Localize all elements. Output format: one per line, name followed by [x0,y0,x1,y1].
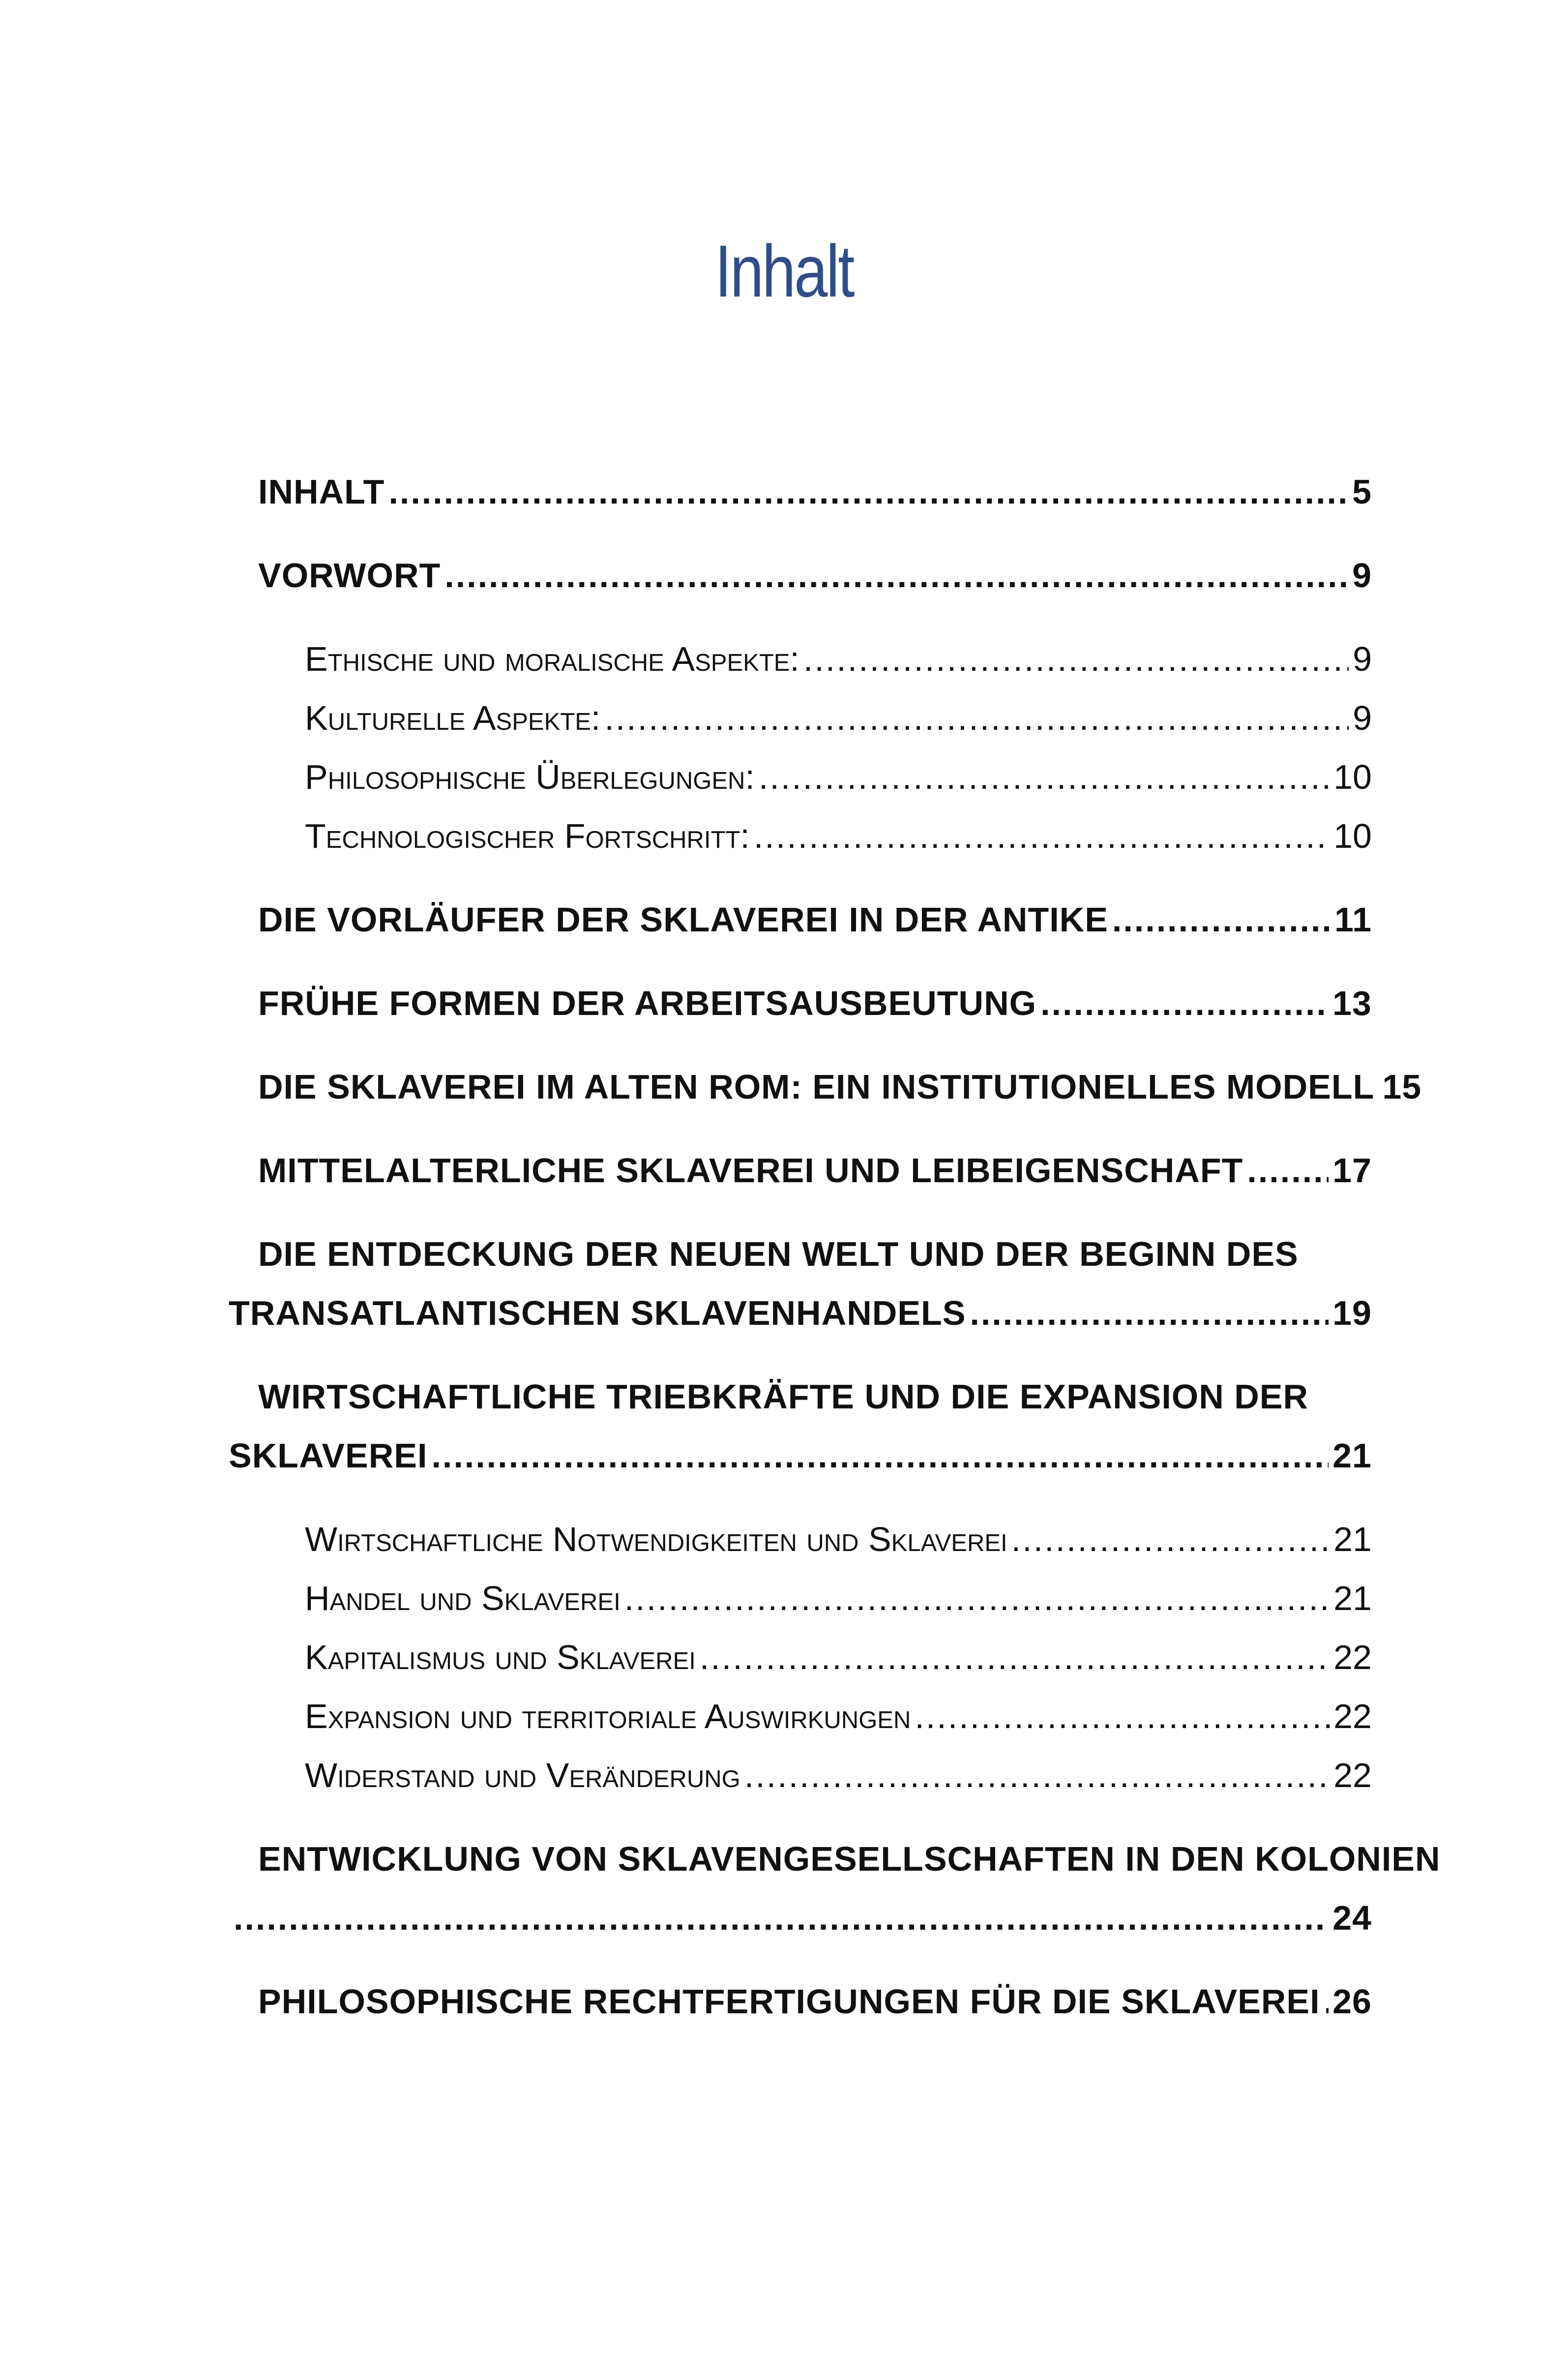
toc-page-number: 5 [1352,473,1372,511]
toc-page-number: 22 [1333,1638,1372,1676]
toc-entry-inhalt[interactable] [258,472,1372,511]
toc-page-number: 21 [1333,1520,1372,1558]
toc-entry-label: PHILOSOPHISCHE RECHTFERTIGUNGEN FÜR DIE SKLAVEREI [258,1982,1320,2021]
toc-entry-label: Handel und Sklaverei [305,1579,621,1617]
toc-leader-dots [970,1293,1329,1333]
toc-leader-dots [1011,1520,1330,1559]
toc-entry-label: Philosophische Überlegungen: [305,758,755,796]
toc-page-number: 21 [1333,1579,1372,1617]
toc-leader-dots [1112,900,1331,939]
toc-page-number: 11 [1334,900,1372,939]
toc-entry-label: Expansion und territoriale Auswirkungen [305,1697,911,1735]
toc-leader-dots [624,1579,1330,1618]
toc-leader-dots [1040,984,1329,1023]
toc-page-number: 21 [1332,1436,1372,1475]
toc-leader-dots [754,816,1330,856]
toc-entry-kolonien[interactable] [234,1898,1372,1938]
toc-leader-dots [388,472,1348,511]
toc-page-number: 9 [1352,556,1372,595]
toc-entry-kapitalismus-sklaverei[interactable] [305,1638,1372,1677]
toc-leader-dots [700,1638,1330,1677]
toc-entry-label: SKLAVEREI [229,1436,428,1475]
toc-page-number: 9 [1353,699,1372,737]
toc-page-number: 24 [1332,1899,1372,1937]
toc-entry-label: Widerstand und Veränderung [305,1756,740,1794]
toc-entry-label: MITTELALTERLICHE SKLAVEREI UND LEIBEIGENSCHAFT [258,1151,1243,1190]
toc-entry-label: FRÜHE FORMEN DER ARBEITSAUSBEUTUNG [258,984,1037,1022]
toc-entry-label: Kapitalismus und Sklaverei [305,1638,696,1676]
toc-page-number: 22 [1333,1756,1372,1794]
toc-page-number: 10 [1333,758,1372,796]
toc-page-number: 17 [1332,1151,1372,1190]
toc-entry-wirtschaftliche-triebkraefte-line1[interactable]: WIRTSCHAFTLICHE TRIEBKRÄFTE UND DIE EXPANSION DER [258,1377,1309,1416]
toc-page-number: 22 [1333,1697,1372,1735]
toc-page-number: 10 [1333,817,1372,855]
toc-entry-label: Kulturelle Aspekte: [305,699,601,737]
toc-entry-expansion-auswirkungen[interactable] [305,1697,1372,1736]
toc-leader-dots [234,1898,1329,1938]
toc-entry-label: Wirtschaftliche Notwendigkeiten und Sklaverei [305,1520,1007,1558]
toc-entry-philosophische-rechtfertigungen[interactable] [258,1982,1372,2021]
toc-page-number: 19 [1332,1294,1372,1332]
toc-entry-kolonien-line1[interactable]: ENTWICKLUNG VON SKLAVENGESELLSCHAFTEN IN DEN KOLONIEN [258,1840,1441,1878]
toc-entry-kulturelle-aspekte[interactable] [305,698,1372,738]
toc-page-number: 26 [1332,1982,1372,2021]
toc-page-number: 15 [1382,1068,1422,1106]
toc-entry-vorlaeufer-antike[interactable] [258,900,1372,939]
toc-leader-dots [915,1697,1330,1736]
toc-entry-sklaverei-rom[interactable] [258,1067,1422,1106]
toc-entry-neue-welt[interactable] [229,1293,1372,1333]
toc-leader-dots [604,698,1349,738]
toc-leader-dots [759,757,1330,797]
toc-entry-technologischer-fortschritt[interactable] [305,816,1372,856]
toc-entry-label: Ethische und moralische Aspekte: [305,640,799,678]
toc-entry-label: DIE VORLÄUFER DER SKLAVEREI IN DER ANTIKE [258,900,1108,939]
toc-entry-wirtschaftliche-triebkraefte[interactable] [229,1436,1372,1475]
toc-entry-widerstand-veraenderung[interactable] [305,1756,1372,1795]
toc-page-number: 9 [1353,640,1372,678]
toc-entry-philosophische-ueberlegungen[interactable] [305,757,1372,797]
toc-entry-label: DIE SKLAVEREI IM ALTEN ROM: EIN INSTITUTIONELLES MODELL [258,1068,1375,1106]
toc-leader-dots [444,556,1348,595]
toc-leader-dots [1324,1982,1329,2021]
toc-entry-fruehe-formen[interactable] [258,984,1372,1023]
page-title: Inhalt [714,230,854,312]
toc-entry-label: VORWORT [258,556,441,595]
toc-entry-neue-welt-line1[interactable]: DIE ENTDECKUNG DER NEUEN WELT UND DER BEGINN DES [258,1235,1299,1273]
toc-leader-dots [431,1436,1329,1475]
toc-leader-dots [803,639,1349,679]
toc-entry-mittelalterliche-sklaverei[interactable] [258,1151,1372,1190]
toc-entry-wirtschaftliche-notwendigkeiten[interactable] [305,1520,1372,1559]
toc-entry-label: INHALT [258,473,385,511]
toc-entry-handel-sklaverei[interactable] [305,1579,1372,1618]
toc-entry-vorwort[interactable] [258,556,1372,595]
toc-entry-label: Technologischer Fortschritt: [305,817,750,855]
toc-leader-dots [744,1756,1330,1795]
toc-page-number: 13 [1332,984,1372,1022]
toc-entry-ethische-aspekte[interactable] [305,639,1372,679]
toc-leader-dots [1247,1151,1329,1190]
toc-entry-label: TRANSATLANTISCHEN SKLAVENHANDELS [229,1294,966,1332]
